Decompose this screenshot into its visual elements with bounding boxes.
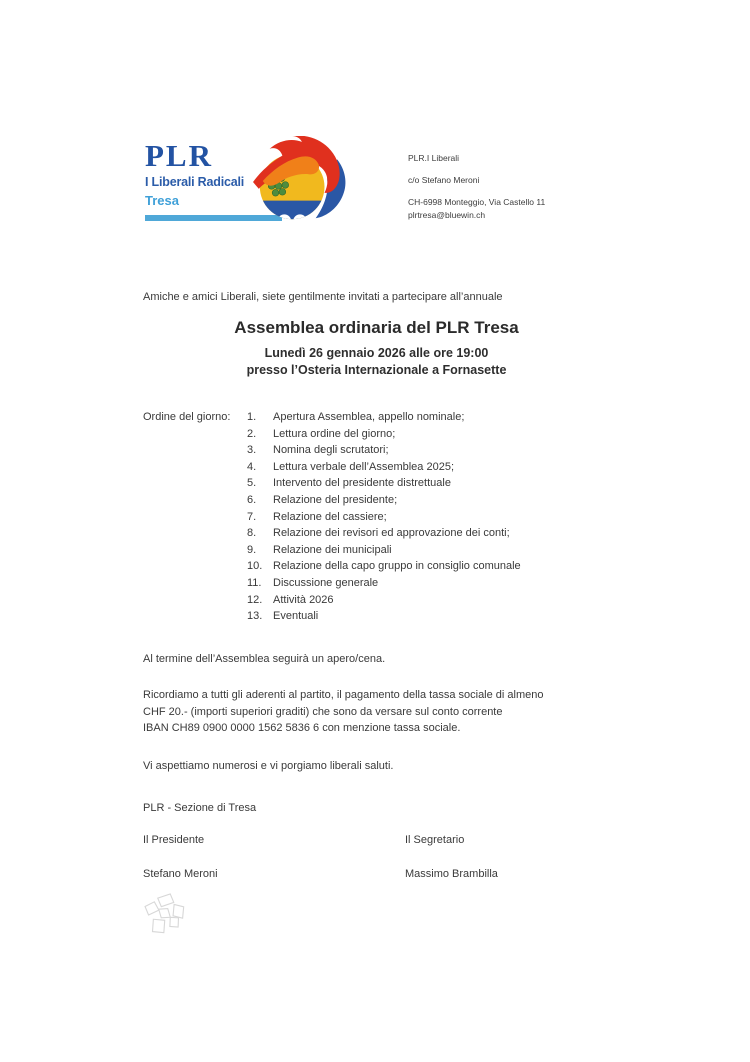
intro-text: Amiche e amici Liberali, siete gentilmente invitati a partecipare all’annuale xyxy=(143,291,503,303)
agenda-item xyxy=(247,558,521,575)
agenda-item-number: 9. xyxy=(247,543,257,556)
agenda-item-text: Relazione dei municipali xyxy=(273,543,392,556)
agenda-item-text: Attività 2026 xyxy=(273,593,334,606)
plr-logo xyxy=(145,140,244,208)
agenda-item-number: 11. xyxy=(247,576,262,589)
section-line: PLR - Sezione di Tresa xyxy=(143,802,257,814)
agenda-item xyxy=(247,592,521,609)
sender-org: PLR.I Liberali xyxy=(408,153,460,163)
agenda-item xyxy=(247,426,521,443)
bridge-arches xyxy=(256,201,328,228)
agenda-item-text: Lettura ordine del giorno; xyxy=(273,427,396,440)
agenda-item xyxy=(247,608,521,625)
agenda-label: Ordine del giorno: xyxy=(143,411,231,423)
agenda-item-text: Discussione generale xyxy=(273,576,379,589)
agenda-item xyxy=(247,542,521,559)
agenda-item-number: 10. xyxy=(247,560,263,573)
agenda-item-text: Relazione del presidente; xyxy=(273,493,398,506)
president-role: Il Presidente xyxy=(143,834,205,846)
agenda-item-text: Intervento del presidente distrettuale xyxy=(273,477,451,490)
sender-careof: c/o Stefano Meroni xyxy=(408,175,480,185)
agenda-item-number: 1. xyxy=(247,411,257,423)
president-name: Stefano Meroni xyxy=(143,868,218,880)
paragraph-payment xyxy=(143,687,623,737)
secretary-role: Il Segretario xyxy=(405,834,465,846)
logo-region: Tresa xyxy=(145,193,179,208)
agenda-item-text: Nomina degli scrutatori; xyxy=(273,444,389,457)
agenda-item-number: 13. xyxy=(247,610,263,623)
title-block xyxy=(143,318,610,379)
agenda-item-text: Eventuali xyxy=(273,610,319,623)
agenda-item-number: 6. xyxy=(247,493,257,506)
venue-line: presso l’Osteria Internazionale a Fornasette xyxy=(246,363,507,377)
agenda-item-number: 3. xyxy=(247,444,257,457)
agenda-item xyxy=(247,442,521,459)
agenda-item-text: Relazione della capo gruppo in consiglio comunale xyxy=(273,560,521,573)
payment-line: Ricordiamo a tutti gli aderenti al partito, il pagamento della tassa sociale di almeno xyxy=(143,689,544,701)
agenda-item xyxy=(247,409,521,426)
agenda-item-number: 5. xyxy=(247,477,257,490)
agenda-item xyxy=(247,575,521,592)
logo-subtitle: I Liberali Radicali xyxy=(145,175,245,189)
payment-line: IBAN CH89 0900 0000 1562 5836 6 con menzione tassa sociale. xyxy=(143,722,461,735)
agenda xyxy=(143,409,521,625)
paragraph-greeting: Vi aspettiamo numerosi e vi porgiamo liberali saluti. xyxy=(143,760,394,772)
logo-acronym: PLR xyxy=(145,138,213,173)
agenda-item xyxy=(247,459,521,476)
payment-line: CHF 20.- (importi superiori graditi) che sono da versare sul conto corrente xyxy=(143,705,503,718)
sender-email: plrtresa@bluewin.ch xyxy=(408,210,486,220)
agenda-list xyxy=(247,409,521,625)
agenda-item-number: 7. xyxy=(247,510,257,523)
agenda-item-text: Lettura verbale dell’Assemblea 2025; xyxy=(273,460,455,473)
sender-block xyxy=(408,152,545,222)
agenda-item xyxy=(247,475,521,492)
agenda-item xyxy=(247,492,521,509)
sender-address: CH-6998 Monteggio, Via Castello 11 xyxy=(408,197,546,207)
agenda-item xyxy=(247,509,521,526)
agenda-item-number: 12. xyxy=(247,593,263,606)
secretary-name: Massimo Brambilla xyxy=(405,868,498,880)
agenda-item-number: 8. xyxy=(247,527,257,540)
agenda-item-text: Relazione del cassiere; xyxy=(273,510,387,523)
plr-flame-icon xyxy=(250,136,350,230)
paragraph-apero: Al termine dell’Assemblea seguirà un apero/cena. xyxy=(143,653,386,665)
document-title: Assemblea ordinaria del PLR Tresa xyxy=(234,318,519,337)
agenda-item-text: Relazione dei revisori ed approvazione dei conti; xyxy=(273,527,510,540)
stamp-mark-icon xyxy=(140,892,192,940)
agenda-item xyxy=(247,525,521,542)
agenda-item-text: Apertura Assemblea, appello nominale; xyxy=(273,411,465,423)
date-line: Lunedì 26 gennaio 2026 alle ore 19:00 xyxy=(264,346,489,360)
agenda-item-number: 4. xyxy=(247,460,257,473)
agenda-item-number: 2. xyxy=(247,427,257,440)
